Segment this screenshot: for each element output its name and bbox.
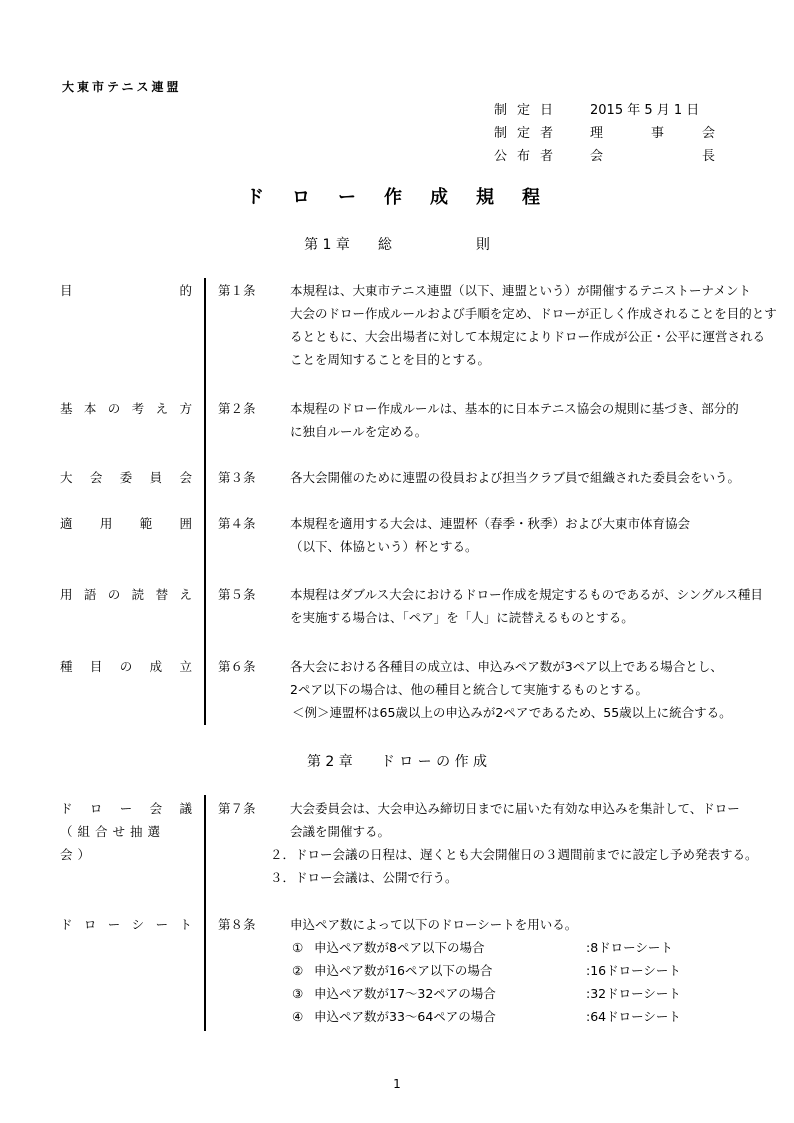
body-line: 本規程は、大東市テニス連盟（以下、連盟という）が開催するテニストーナメント <box>290 283 752 298</box>
label-char: ロ <box>83 917 97 932</box>
meta-value-char: 長 <box>702 149 716 164</box>
article-body <box>290 655 740 724</box>
label-char: 囲 <box>179 516 192 531</box>
label-char: 基 <box>60 401 73 416</box>
label-subtitle: （組合せ抽選会） <box>60 824 166 862</box>
article-number: 第８条 <box>218 917 256 932</box>
label-char: 員 <box>149 470 163 485</box>
row-condition: 申込ペア数が16ペア以下の場合 <box>314 963 493 978</box>
label-char: の <box>107 401 121 416</box>
body-line: 本規程はダブルス大会におけるドロー作成を規定するものであるが、シングルス種目 <box>290 587 763 602</box>
label-char: 用 <box>60 587 73 602</box>
enactment-date: 2015 年 5 月 1 日 <box>590 103 700 118</box>
document-title: ドロー作成規程 <box>246 187 568 208</box>
body-line: 2ペア以下の場合は、他の種目と統合して実施するものとする。 <box>290 682 648 697</box>
chapter-2-heading: 第 2 章 ド ロ ー の 作 成 <box>306 754 488 770</box>
label-char: ド <box>60 801 73 816</box>
body-line: ことを周知することを目的とする。 <box>290 352 491 367</box>
body-line: 大会委員会は、大会申込み締切日までに届いた有効な申込みを集計して、ドロー <box>290 801 740 816</box>
body-line: 会議を開催する。 <box>290 824 391 839</box>
label-char: 本 <box>83 401 97 416</box>
article-body <box>290 797 740 843</box>
label-char: シ <box>131 917 145 932</box>
row-result: :16ドローシート <box>586 963 681 978</box>
label-char: 替 <box>155 587 169 602</box>
meta-label-char: 公 <box>494 149 508 164</box>
label-char: 立 <box>179 659 192 674</box>
label-char: 委 <box>119 470 133 485</box>
label-char: 会 <box>179 470 192 485</box>
article-item: ２．ドロー会議の日程は、遅くとも大会開催日の３週間前までに設定し予め発表する。 <box>270 847 758 862</box>
label-char: え <box>179 587 192 602</box>
body-line: 各大会における各種目の成立は、申込みペア数が3ペア以上である場合とし、 <box>290 659 723 674</box>
label-char: 考 <box>131 401 145 416</box>
article-label <box>60 583 192 606</box>
article-body <box>290 512 740 558</box>
article-body <box>290 279 777 371</box>
draw-sheet-row <box>290 959 740 982</box>
body-line: を実施する場合は、「ペア」を「人」に読替えるものとする。 <box>290 610 634 625</box>
row-number: ① <box>292 940 304 955</box>
article-label <box>60 279 192 302</box>
label-char: の <box>119 659 133 674</box>
label-char: 的 <box>179 283 192 298</box>
label-char: ロ <box>89 801 103 816</box>
article-item: ３．ドロー会議は、公開で行う。 <box>270 870 458 885</box>
row-number: ④ <box>292 1009 304 1024</box>
label-char: ー <box>119 801 133 816</box>
label-char: ド <box>60 917 73 932</box>
row-result: :64ドローシート <box>586 1009 681 1024</box>
page-number: 1 <box>393 1077 401 1091</box>
label-char: 成 <box>149 659 163 674</box>
label-char: 用 <box>99 516 113 531</box>
article-label <box>60 512 192 535</box>
article-number: 第１条 <box>218 283 256 298</box>
chapter-1-heading: 第 1 章 総 則 <box>304 237 490 253</box>
label-char: 大 <box>60 470 73 485</box>
label-char: ー <box>107 917 121 932</box>
label-char: え <box>155 401 169 416</box>
label-char: 目 <box>60 283 73 298</box>
article-label <box>60 913 192 936</box>
article-number: 第５条 <box>218 587 256 602</box>
body-line: 本規程を適用する大会は、連盟杯（春季・秋季）および大東市体育協会 <box>290 516 691 531</box>
row-condition: 申込ペア数が8ペア以下の場合 <box>314 940 485 955</box>
body-line: に独自ルールを定める。 <box>290 424 428 439</box>
row-number: ② <box>292 963 304 978</box>
label-char: 会 <box>149 801 163 816</box>
row-condition: 申込ペア数が33～64ペアの場合 <box>314 1009 496 1024</box>
article-body <box>290 913 740 1028</box>
chapter-1-rule <box>204 278 206 725</box>
label-char: ト <box>179 917 192 932</box>
label-char: 目 <box>89 659 103 674</box>
meta-value-char: 事 <box>651 126 665 141</box>
meta-label-char: 定 <box>517 126 531 141</box>
article-number: 第７条 <box>218 801 256 816</box>
label-char: 読 <box>131 587 145 602</box>
article-number: 第３条 <box>218 470 256 485</box>
article-label <box>60 655 192 678</box>
body-line: 各大会開催のために連盟の役員および担当クラブ員で組織された委員会をいう。 <box>290 470 741 485</box>
row-number: ③ <box>292 986 304 1001</box>
label-char: 方 <box>179 401 192 416</box>
article-body <box>290 397 740 443</box>
row-condition: 申込ペア数が17～32ペアの場合 <box>314 986 496 1001</box>
row-result: :32ドローシート <box>586 986 681 1001</box>
meta-label-char: 制 <box>494 126 508 141</box>
label-char: 種 <box>60 659 73 674</box>
label-char: の <box>107 587 121 602</box>
meta-value-char: 会 <box>702 126 716 141</box>
article-body <box>290 583 763 629</box>
draw-sheet-row <box>290 1005 740 1028</box>
body-line: 申込ペア数によって以下のドローシートを用いる。 <box>290 917 578 932</box>
article-label <box>60 397 192 420</box>
label-char: 範 <box>139 516 153 531</box>
meta-label-char: 日 <box>540 103 554 118</box>
label-char: 語 <box>83 587 97 602</box>
draw-sheet-row <box>290 982 740 1005</box>
article-number: 第４条 <box>218 516 256 531</box>
body-line: ＜例＞連盟杯は65歳以上の申込みが2ペアであるため、55歳以上に統合する。 <box>292 705 732 720</box>
meta-value-char: 会 <box>590 149 604 164</box>
label-char: ー <box>155 917 169 932</box>
meta-label-char: 者 <box>540 126 554 141</box>
label-char: 会 <box>89 470 103 485</box>
meta-label-char: 者 <box>540 149 554 164</box>
article-label <box>60 797 192 862</box>
article-number: 第２条 <box>218 401 256 416</box>
meta-label-char: 制 <box>494 103 508 118</box>
article-label <box>60 466 192 489</box>
meta-value-char: 理 <box>590 126 604 141</box>
chapter-2-rule <box>204 795 206 1031</box>
meta-block <box>494 99 724 164</box>
label-char: 議 <box>179 801 192 816</box>
body-line: るとともに、大会出場者に対して本規定によりドロー作成が公正・公平に運営される <box>290 329 766 344</box>
draw-sheet-row <box>290 936 740 959</box>
body-line: 大会のドロー作成ルールおよび手順を定め、ドローが正しく作成されることを目的とす <box>290 306 777 321</box>
meta-label-char: 定 <box>517 103 531 118</box>
body-line: 本規程のドロー作成ルールは、基本的に日本テニス協会の規則に基づき、部分的 <box>290 401 739 416</box>
label-char: 適 <box>60 516 73 531</box>
row-result: :8ドローシート <box>586 940 673 955</box>
organization-name: 大東市テニス連盟 <box>62 80 182 94</box>
article-number: 第６条 <box>218 659 256 674</box>
body-line: （以下、体協という）杯とする。 <box>290 539 478 554</box>
meta-label-char: 布 <box>517 149 531 164</box>
article-body <box>290 466 740 489</box>
